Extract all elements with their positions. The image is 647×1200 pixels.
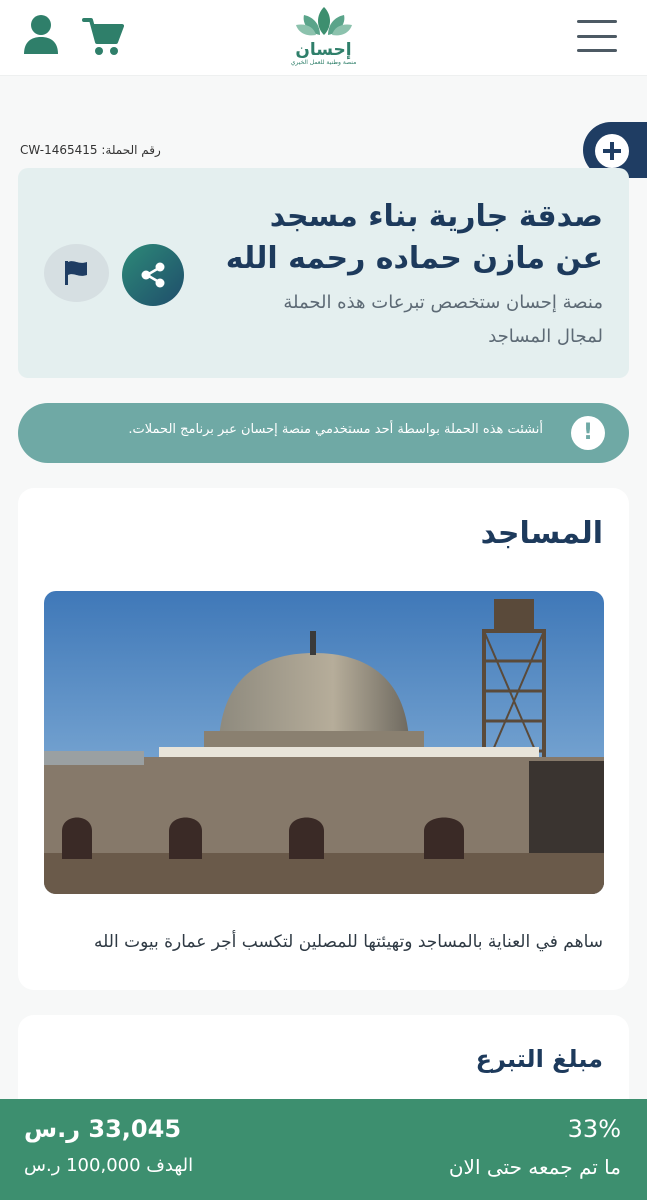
report-flag-button[interactable] bbox=[44, 244, 109, 302]
campaign-number-value: CW-1465415 bbox=[20, 143, 98, 157]
progress-percent: 33% bbox=[567, 1115, 621, 1143]
share-icon bbox=[122, 244, 184, 306]
campaign-description bbox=[243, 286, 603, 354]
campaign-notice bbox=[18, 403, 629, 463]
user-profile-icon[interactable] bbox=[22, 14, 60, 54]
campaign-title bbox=[223, 196, 603, 280]
hamburger-menu-icon[interactable] bbox=[577, 20, 617, 52]
logo-leaves-icon bbox=[296, 5, 352, 37]
mosque-photo bbox=[44, 591, 604, 894]
campaign-description-line-1: منصة إحسان ستخصص تبرعات هذه الحملة bbox=[283, 292, 603, 313]
raised-amount: 33,045 ر.س bbox=[24, 1115, 182, 1143]
plus-icon bbox=[595, 134, 629, 168]
logo-name: إحسان bbox=[295, 40, 352, 60]
share-button[interactable] bbox=[122, 244, 184, 306]
raised-label: ما تم جمعه حتى الان bbox=[448, 1155, 621, 1179]
category-card bbox=[18, 488, 629, 990]
category-description: ساهم في العناية بالمساجد وتهيئتها للمصلين لتكسب أجر عمارة بيوت الله bbox=[94, 932, 603, 952]
flag-icon bbox=[44, 244, 109, 302]
campaign-title-line-1: صدقة جارية بناء مسجد bbox=[269, 199, 603, 234]
campaign-description-line-2: لمجال المساجد bbox=[488, 326, 603, 347]
campaign-title-line-2: عن مازن حماده رحمه الله bbox=[225, 241, 603, 276]
top-bar bbox=[0, 0, 647, 76]
goal-amount: الهدف 100,000 ر.س bbox=[24, 1155, 194, 1176]
campaign-number bbox=[20, 143, 161, 157]
shopping-cart-icon[interactable] bbox=[82, 14, 124, 58]
ehsan-logo[interactable] bbox=[284, 5, 364, 67]
exclamation-icon: ! bbox=[571, 416, 605, 450]
donation-amount-title: مبلغ التبرع bbox=[475, 1045, 603, 1073]
donation-progress-bar bbox=[0, 1099, 647, 1200]
notice-text: أنشئت هذه الحملة بواسطة أحد مستخدمي منصة إحسان عبر برنامج الحملات. bbox=[128, 422, 543, 437]
campaign-number-label: رقم الحملة: bbox=[101, 143, 161, 157]
category-title: المساجد bbox=[480, 516, 603, 551]
campaign-hero-card bbox=[18, 168, 629, 378]
logo-tagline: منصة وطنية للعمل الخيري bbox=[290, 59, 357, 66]
